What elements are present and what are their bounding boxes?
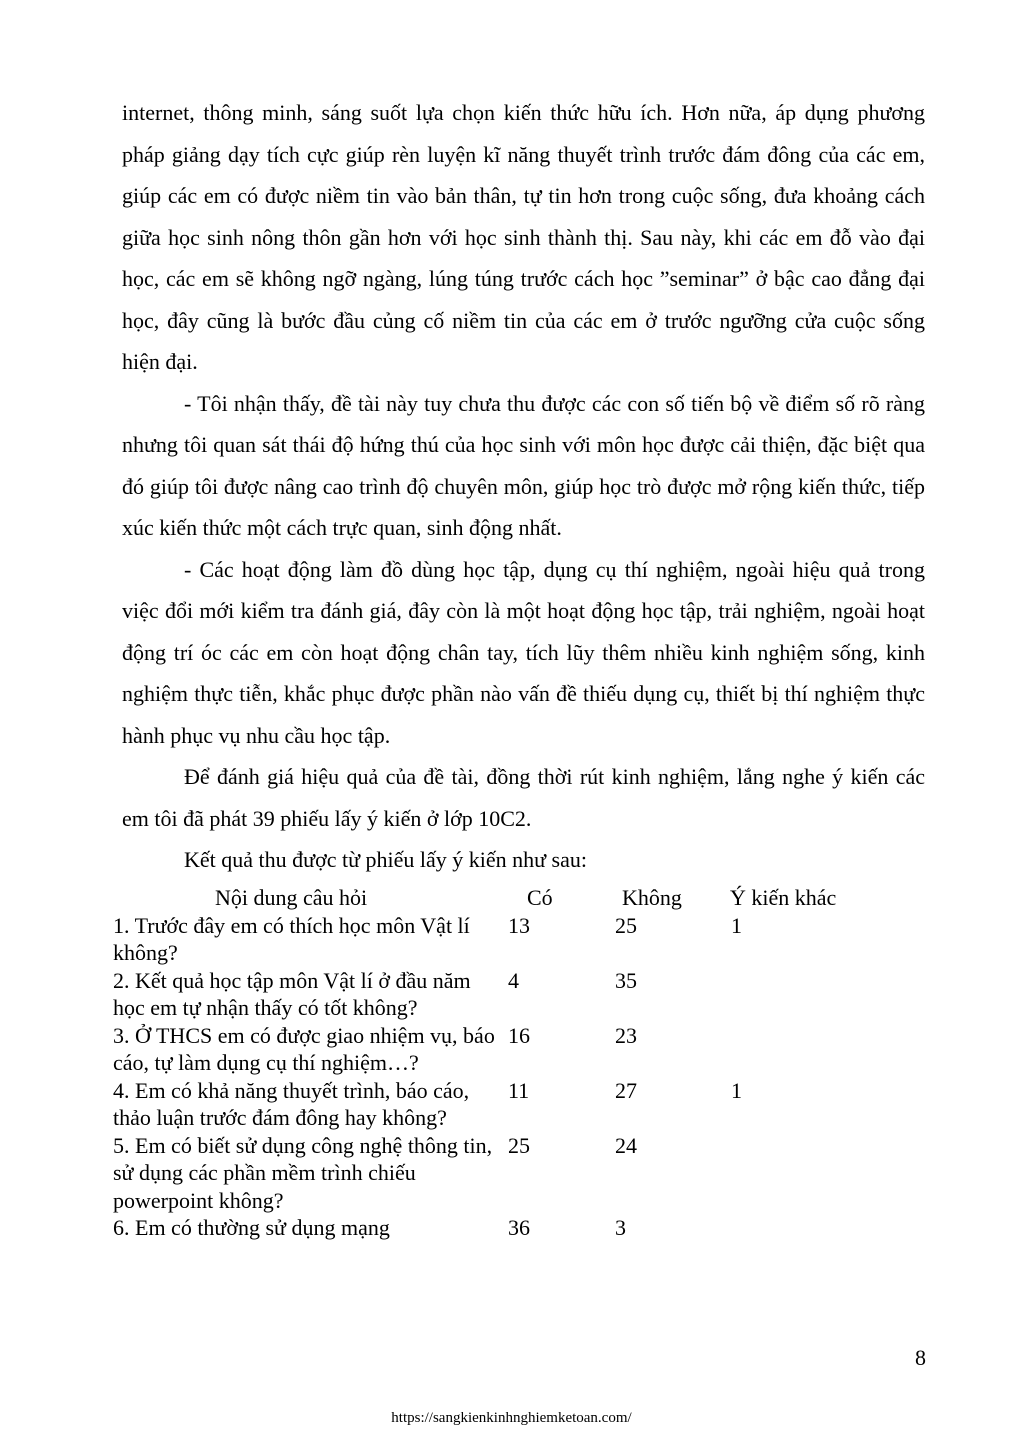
- table-row: [113, 912, 873, 967]
- survey-header-row: [113, 884, 873, 912]
- paragraph-5: Kết quả thu được từ phiếu lấy ý kiến như sau:: [184, 847, 587, 872]
- header-yes: Có: [527, 885, 553, 910]
- question-cell: 6. Em có thường sử dụng mạng: [113, 1215, 390, 1240]
- paragraph-2: - Tôi nhận thấy, đề tài này tuy chưa thu được các con số tiến bộ về điểm số rõ ràng nhưng tôi quan sát thái độ hứng thú của học sinh với môn học được cải thiện, đặc biệt qua đó giúp tôi được nâng cao trình độ chuyên môn, giúp học trò được mở rộng kiến thức, tiếp xúc kiến thức một cách trực quan, sinh động nhất.: [122, 390, 925, 540]
- table-row: [113, 1077, 873, 1132]
- other-count-cell: 1: [731, 912, 742, 938]
- yes-count-cell: 25: [508, 1132, 530, 1158]
- no-count-cell: 35: [615, 967, 637, 993]
- question-cell: 1. Trước đây em có thích học môn Vật lí không?: [113, 912, 470, 965]
- question-cell: 2. Kết quả học tập môn Vật lí ở đầu năm học em tự nhận thấy có tốt không?: [113, 967, 471, 1020]
- question-cell: 3. Ở THCS em có được giao nhiệm vụ, báo cáo, tự làm dụng cụ thí nghiệm…?: [113, 1022, 495, 1075]
- no-count-cell: 3: [615, 1215, 626, 1240]
- paragraph-4: Để đánh giá hiệu quả của đề tài, đồng thời rút kinh nghiệm, lắng nghe ý kiến các em tôi đã phát 39 phiếu lấy ý kiến ở lớp 10C2.: [122, 764, 925, 831]
- table-row: [113, 1022, 873, 1077]
- footer-url: https://sangkienkinhnghiemketoan.com/: [391, 1410, 632, 1426]
- no-count-cell: 24: [615, 1132, 637, 1158]
- header-other: Ý kiến khác: [730, 885, 837, 910]
- yes-count-cell: 11: [508, 1077, 530, 1103]
- question-cell: 5. Em có biết sử dụng công nghệ thông tin, sử dụng các phần mềm trình chiếu powerpoint không?: [113, 1132, 493, 1213]
- no-count-cell: 25: [615, 912, 637, 938]
- other-count-cell: 1: [731, 1077, 742, 1103]
- table-row: [113, 1132, 873, 1215]
- no-count-cell: 27: [615, 1077, 637, 1103]
- paragraph-1: internet, thông minh, sáng suốt lựa chọn kiến thức hữu ích. Hơn nữa, áp dụng phương pháp giảng dạy tích cực giúp rèn luyện kĩ năng thuyết trình trước đám đông của các em, giúp các em có được niềm tin vào bản thân, tự tin hơn trong cuộc sống, đưa khoảng cách giữa học sinh nông thôn gần hơn với học sinh thành thị. Sau này, khi các em đỗ vào đại học, các em sẽ không ngỡ ngàng, lúng túng trước cách học ”seminar” ở bậc cao đẳng đại học, đây cũng là bước đầu củng cố niềm tin của các em ở trước ngưỡng cửa cuộc sống hiện đại.: [122, 100, 925, 374]
- yes-count-cell: 13: [508, 912, 530, 938]
- header-question: Nội dung câu hỏi: [215, 885, 368, 910]
- no-count-cell: 23: [615, 1022, 637, 1048]
- yes-count-cell: 16: [508, 1022, 530, 1048]
- question-cell: 4. Em có khả năng thuyết trình, báo cáo, thảo luận trước đám đông hay không?: [113, 1077, 470, 1130]
- body-text: [122, 92, 925, 881]
- header-no: Không: [622, 885, 682, 910]
- table-row: [113, 1214, 873, 1242]
- table-row: [113, 967, 873, 1022]
- yes-count-cell: 36: [508, 1215, 530, 1240]
- survey-table: [113, 884, 873, 1242]
- paragraph-3: - Các hoạt động làm đồ dùng học tập, dụng cụ thí nghiệm, ngoài hiệu quả trong việc đổi mới kiểm tra đánh giá, đây còn là một hoạt động học tập, trải nghiệm, ngoài hoạt động trí óc các em còn hoạt động chân tay, tích lũy thêm nhiều kinh nghiệm sống, kinh nghiệm thực tiễn, khắc phục được phần nào vấn đề thiếu dụng cụ, thiết bị thí nghiệm thực hành phục vụ nhu cầu học tập.: [122, 556, 925, 748]
- page-number: 8: [915, 1345, 926, 1370]
- yes-count-cell: 4: [508, 967, 519, 993]
